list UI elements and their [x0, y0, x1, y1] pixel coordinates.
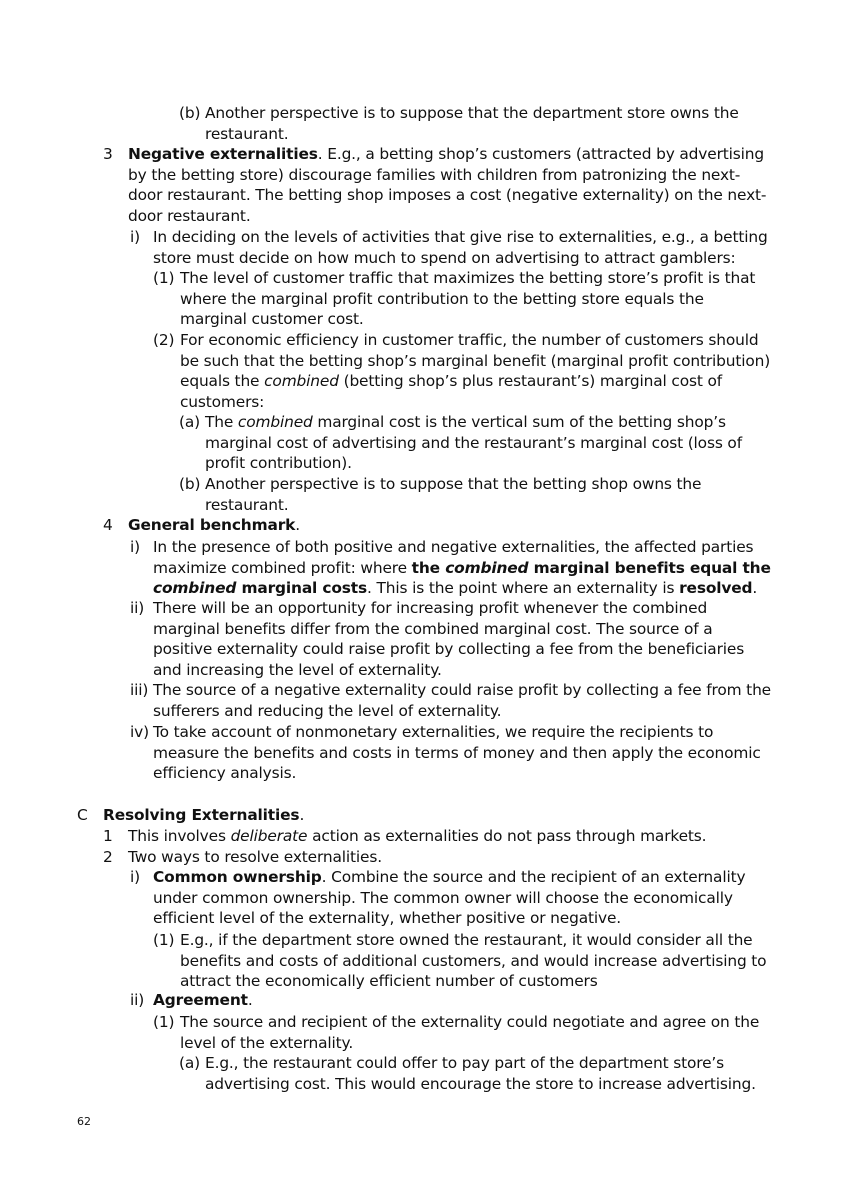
- list-marker: (1): [153, 1013, 175, 1031]
- text-line: benefits and costs of additional customers, and would increase advertising to: [180, 951, 767, 970]
- list-item: [153, 930, 766, 992]
- list-item: [103, 515, 300, 536]
- text-line: Resolving Externalities.: [103, 806, 305, 824]
- text-line: marginal cost of advertising and the restaurant’s marginal cost (loss of: [205, 433, 742, 452]
- list-item-text: [180, 1012, 759, 1053]
- text-line: attract the economically efficient number of customers: [180, 972, 598, 991]
- list-item-text: [153, 990, 253, 1011]
- list-item-text: [180, 268, 755, 330]
- list-item: [103, 826, 706, 847]
- list-item-text: [153, 867, 745, 929]
- text-line: marginal customer cost.: [180, 310, 364, 329]
- list-item-text: [205, 474, 701, 515]
- list-item: [130, 867, 745, 929]
- list-item: [179, 412, 742, 474]
- list-marker: (1): [153, 269, 175, 287]
- text-line: where the marginal profit contribution to the betting store equals the: [180, 289, 704, 308]
- list-marker: 4: [103, 516, 113, 534]
- text-line: customers:: [180, 392, 265, 411]
- list-marker: iv): [130, 723, 149, 741]
- text-line: marginal benefits differ from the combined marginal cost. The source of a: [153, 619, 713, 638]
- text-line: In deciding on the levels of activities that give rise to externalities, e.g., a betting: [153, 228, 768, 246]
- list-item: [153, 1012, 759, 1053]
- list-marker: C: [77, 806, 88, 824]
- list-item-text: [153, 598, 744, 680]
- list-marker: i): [130, 538, 140, 556]
- list-marker: i): [130, 228, 140, 246]
- text-line: The source and recipient of the externality could negotiate and agree on the: [180, 1013, 760, 1031]
- text-line: restaurant.: [205, 124, 289, 143]
- text-line: measure the benefits and costs in terms of money and then apply the economic: [153, 743, 761, 762]
- list-item-text: [153, 722, 761, 784]
- list-marker: 3: [103, 145, 113, 163]
- list-item: [179, 1053, 756, 1094]
- list-item: [77, 805, 304, 826]
- list-item-text: [205, 103, 739, 144]
- text-line: In the presence of both positive and negative externalities, the affected parties: [153, 538, 754, 556]
- list-item: [103, 144, 766, 226]
- list-item-text: [128, 144, 766, 226]
- text-line: Another perspective is to suppose that the department store owns the: [205, 104, 739, 122]
- text-line: level of the externality.: [180, 1033, 354, 1052]
- text-line: There will be an opportunity for increasing profit whenever the combined: [153, 599, 708, 617]
- page-number: 62: [77, 1115, 91, 1128]
- list-marker: i): [130, 868, 140, 886]
- text-line: efficiency analysis.: [153, 764, 297, 783]
- text-line: restaurant.: [205, 495, 289, 514]
- text-line: The level of customer traffic that maximizes the betting store’s profit is that: [180, 269, 756, 287]
- text-line: Another perspective is to suppose that the betting shop owns the: [205, 475, 702, 493]
- list-marker: (1): [153, 931, 175, 949]
- list-item-text: [153, 227, 768, 268]
- list-item: [103, 847, 382, 868]
- text-line: maximize combined profit: where the combined marginal benefits equal the: [153, 558, 771, 577]
- text-line: E.g., if the department store owned the restaurant, it would consider all the: [180, 931, 753, 949]
- list-marker: ii): [130, 599, 145, 617]
- list-item: [130, 722, 761, 784]
- text-line: sufferers and reducing the level of externality.: [153, 701, 502, 720]
- text-line: positive externality could raise profit by collecting a fee from the beneficiaries: [153, 640, 745, 659]
- list-marker: (b): [179, 475, 201, 493]
- text-line: advertising cost. This would encourage the store to increase advertising.: [205, 1074, 756, 1093]
- text-line: door restaurant.: [128, 206, 251, 225]
- list-item: [130, 680, 771, 721]
- text-line: be such that the betting shop’s marginal benefit (marginal profit contribution): [180, 351, 771, 370]
- text-line: Agreement.: [153, 991, 253, 1009]
- text-line: door restaurant. The betting shop imposes a cost (negative externality) on the next-: [128, 186, 767, 205]
- list-marker: (b): [179, 104, 201, 122]
- text-line: To take account of nonmonetary externalities, we require the recipients to: [153, 723, 714, 741]
- list-marker: (a): [179, 1054, 200, 1072]
- text-line: The combined marginal cost is the vertical sum of the betting shop’s: [205, 413, 726, 431]
- text-line: combined marginal costs. This is the point where an externality is resolved.: [153, 579, 758, 598]
- list-item: [153, 330, 770, 412]
- list-marker: ii): [130, 991, 145, 1009]
- text-line: store must decide on how much to spend on advertising to attract gamblers:: [153, 248, 736, 267]
- text-line: and increasing the level of externality.: [153, 660, 442, 679]
- list-item-text: [128, 515, 300, 536]
- list-item: [179, 474, 701, 515]
- list-item-text: [128, 826, 706, 847]
- list-item: [130, 598, 744, 680]
- list-marker: 2: [103, 848, 113, 866]
- text-line: equals the combined (betting shop’s plus restaurant’s) marginal cost of: [180, 372, 723, 391]
- text-line: E.g., the restaurant could offer to pay part of the department store’s: [205, 1054, 725, 1072]
- list-marker: 1: [103, 827, 113, 845]
- list-item: [153, 268, 755, 330]
- text-line: under common ownership. The common owner will choose the economically: [153, 888, 733, 907]
- list-item-text: [153, 537, 771, 599]
- list-item-text: [205, 412, 742, 474]
- list-item-text: [103, 805, 304, 826]
- text-line: profit contribution).: [205, 454, 352, 473]
- list-item: [130, 537, 771, 599]
- list-item-text: [180, 330, 770, 412]
- list-item-text: [128, 847, 382, 868]
- list-marker: (2): [153, 331, 175, 349]
- list-marker: iii): [130, 681, 149, 699]
- text-line: by the betting store) discourage families with children from patronizing the next-: [128, 165, 741, 184]
- list-item-text: [180, 930, 766, 992]
- list-marker: (a): [179, 413, 200, 431]
- text-line: efficient level of the externality, whether positive or negative.: [153, 909, 622, 928]
- text-line: General benchmark.: [128, 516, 301, 534]
- text-line: This involves deliberate action as externalities do not pass through markets.: [128, 827, 707, 845]
- text-line: The source of a negative externality could raise profit by collecting a fee from the: [153, 681, 771, 699]
- text-line: For economic efficiency in customer traffic, the number of customers should: [180, 331, 759, 349]
- list-item: [130, 227, 768, 268]
- list-item-text: [153, 680, 771, 721]
- text-line: Two ways to resolve externalities.: [128, 848, 382, 866]
- list-item: [179, 103, 739, 144]
- list-item: [130, 990, 253, 1011]
- list-item-text: [205, 1053, 756, 1094]
- text-line: Negative externalities. E.g., a betting shop’s customers (attracted by advertising: [128, 145, 764, 163]
- text-line: Common ownership. Combine the source and the recipient of an externality: [153, 868, 746, 886]
